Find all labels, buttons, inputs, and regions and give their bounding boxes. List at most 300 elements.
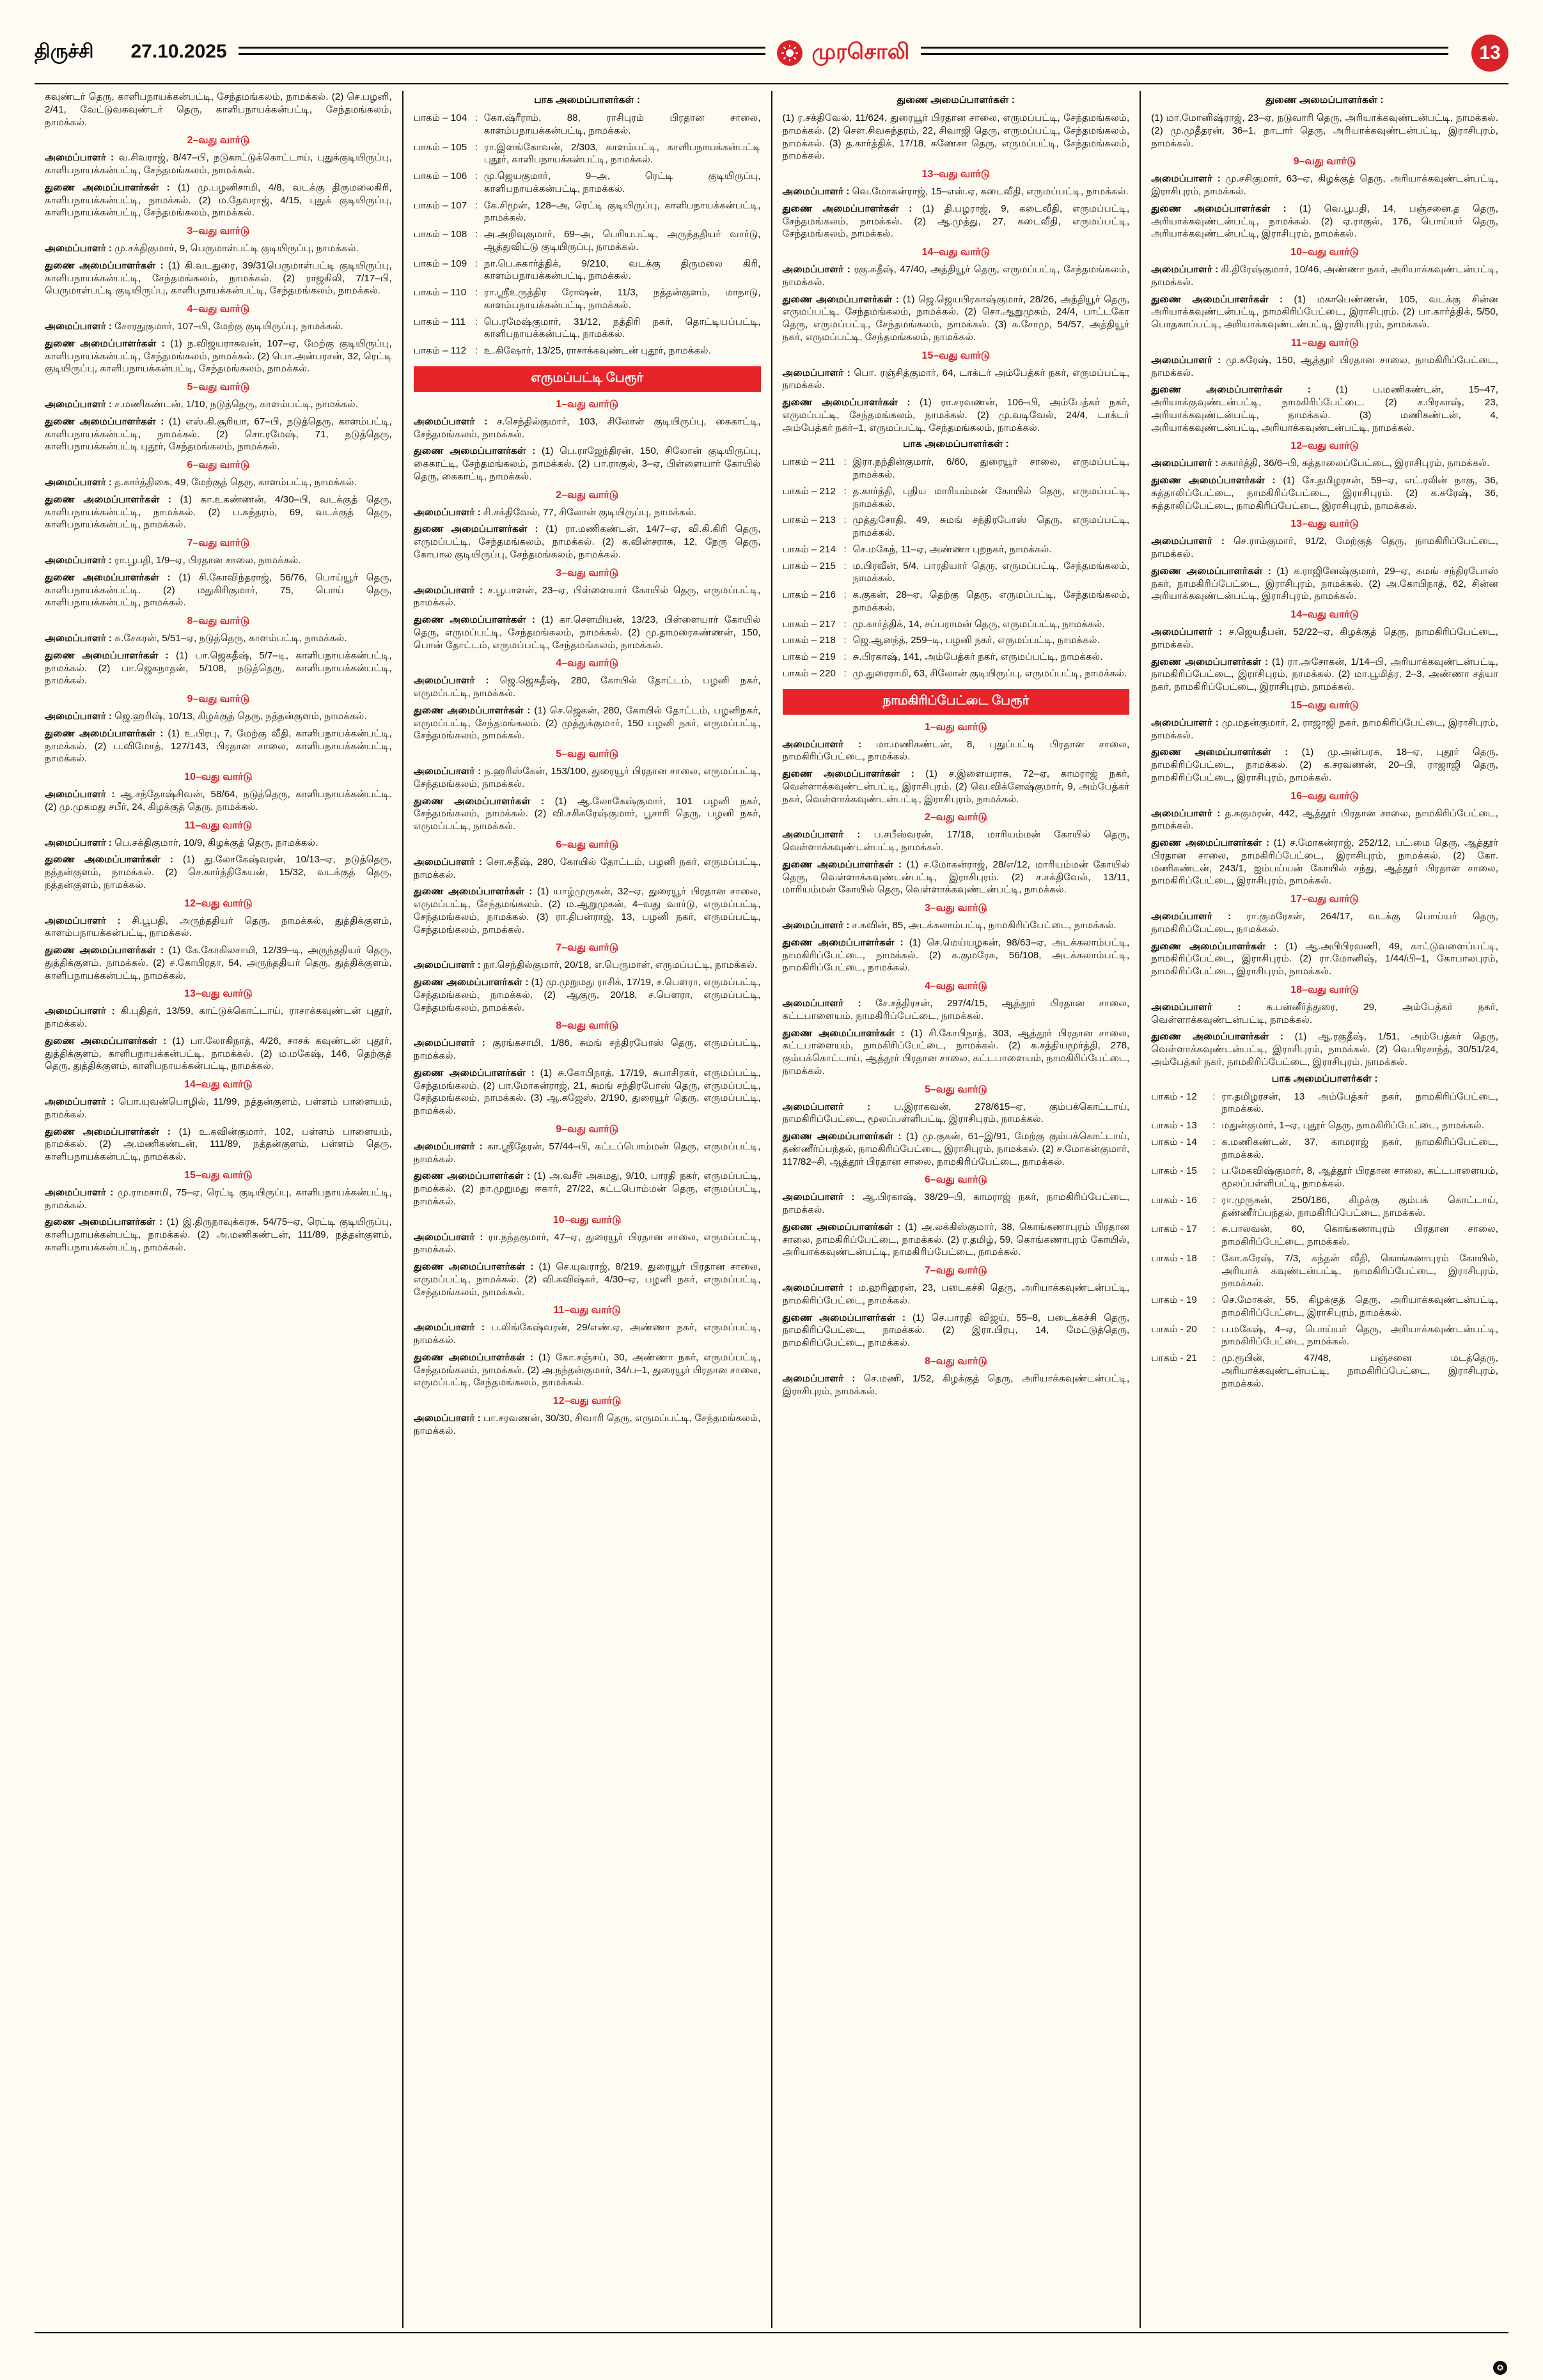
subsection-heading: பாக அமைப்பாளர்கள் :	[1271, 1073, 1378, 1084]
ward-heading: 13–வது வார்டு	[921, 169, 991, 180]
entry-label: அமைப்பாளர் :	[45, 633, 112, 644]
part-colon: :	[474, 316, 478, 327]
part-entry	[1151, 1294, 1498, 1319]
body-paragraph: அமைப்பாளர் : ப.சபீஸ்வரன், 17/18, மாரியம்மன் கோயில் தெரு, வெள்ளாக்கவுண்டன்பட்டி, நாமக்கல்.	[782, 829, 1130, 853]
part-entry	[414, 112, 761, 137]
entry-label: துணை அமைப்பாளர்கள் :	[1151, 656, 1269, 667]
body-paragraph: துணை அமைப்பாளர்கள் : (1) மு.பழனிசாமி, 4/8, வடக்கு திருமலைகிரி, காளிபநாயக்கன்பட்டி, நாமக்கல். (2) ம.தேவராஜ், 4/15, புதுக் குடியிருப்பு, காளிபநாயக்கன்பட்டி, சேந்தமங்கலம், நாமக்கல்.	[45, 182, 392, 219]
part-number: பாகம் - 19	[1151, 1295, 1197, 1305]
part-number: பாகம் – 110	[413, 287, 467, 298]
body-paragraph: அமைப்பாளர் : பொ. ரஞ்சித்குமார், 64, டாக்டர் அம்பேத்கர் நகர், எருமப்பட்டி, நாமக்கல்.	[782, 367, 1130, 391]
part-entry	[783, 543, 1130, 556]
body-paragraph: துணை அமைப்பாளர்கள் : (1) வெ.பூபதி, 14, பஞ்சனை.த தெரு, அரியாக்கவுண்டன்பட்டி, நாமக்கல். (2) ஏ.ராகுல், 176, பொய்யர் தெரு, அரியாக்கவுண்டன்பட்டி, இராசிபுரம், நாமக்கல்.	[1151, 203, 1498, 240]
body-paragraph: அமைப்பாளர் : மு.மதன்குமார், 2, ராஜாஜி நகர், நாமகிரிப்பேட்டை, இராசிபுரம், நாமக்கல்.	[1151, 717, 1498, 741]
ward-heading: 12–வது வார்டு	[552, 1396, 622, 1406]
body-paragraph: அமைப்பாளர் : மா.மணிகண்டன், 8, புதுப்பட்டி பிரதான சாலை, நாமகிரிப்பேட்டை, நாமக்கல்.	[782, 738, 1130, 763]
ward-heading: 12–வது வார்டு	[1290, 440, 1359, 452]
part-text: கோ.ஷ்ரீராம், 88, ராசிபுரம் பிரதான சாலை, காளம்பநாயக்கன்பட்டி, நாமக்கல்.	[483, 113, 761, 136]
part-number: பாகம் - 14	[1151, 1136, 1197, 1147]
entry-label: துணை அமைப்பாளர்கள் :	[45, 1035, 167, 1046]
entry-label: துணை அமைப்பாளர்கள் :	[45, 854, 173, 866]
part-number: பாகம் – 108	[413, 229, 467, 240]
part-number: பாகம் – 112	[413, 345, 467, 356]
entry-label: துணை அமைப்பாளர்கள் :	[45, 649, 169, 661]
entry-label: துணை அமைப்பாளர்கள் :	[1151, 565, 1271, 577]
body-paragraph: துணை அமைப்பாளர்கள் : (1) செ.யுவராஜ், 8/219, துரையூர் பிரதான சாலை, எருமப்பட்டி, நாமக்கல். (2) வி.கவிஷ்கர், 4/30–ஏ, பழனி நகர், எருமப்பட்டி, சேந்தமங்கலம், நாமக்கல்.	[413, 1261, 761, 1298]
part-text: ரா.இளங்கோவன், 2/303, காளம்பட்டி, காளிபநாயக்கன்பட்டி புதூர், காளிபநாயக்கன்பட்டி, நாமக்கல்.	[483, 141, 761, 166]
subsection-heading: பாக அமைப்பாளர்கள் :	[902, 439, 1009, 450]
part-number: பாகம் - 16	[1151, 1194, 1197, 1206]
body-paragraph: அமைப்பாளர் : ம.ஹரிஹரன், 23, படைகச்சி தெரு, அரியாக்கவுண்டன்பட்டி, நாமகிரிப்பேட்டை, நாமக்கல்.	[782, 1282, 1130, 1306]
entry-label: துணை அமைப்பாளர்கள் :	[45, 416, 164, 427]
entry-label: அமைப்பாளர் :	[782, 738, 862, 750]
part-colon: :	[474, 171, 478, 182]
entry-label: அமைப்பாளர் :	[45, 1096, 114, 1107]
part-text: ப.மகேஷ், 4–ஏ, பொய்யர் தெரு, அரியாக்கவுண்டன்பட்டி, நாமகிரிப்பேட்டை, நாமக்கல்.	[1221, 1323, 1498, 1348]
part-colon: :	[843, 651, 847, 662]
part-entry	[783, 589, 1130, 614]
body-paragraph: அமைப்பாளர் : ஆ.சந்தோஷ்சிவன், 58/64, நடுத்தெரு, காளிபநாயக்கன்பட்டி. (2) மு.முகமது சபீர், 24, கிழக்குத் தெரு, நாமக்கல்.	[45, 789, 392, 813]
entry-label: துணை அமைப்பாளர்கள் :	[413, 524, 538, 535]
entry-label: அமைப்பாளர் :	[782, 920, 850, 931]
part-text: மு.ஜெயகுமார், 9–அ, ரெட்டி குடியிருப்பு, காளிபநாயக்கன்பட்டி, நாமக்கல்.	[483, 171, 761, 194]
ward-heading: 4–வது வார்டு	[556, 658, 618, 669]
part-number: பாகம் - 21	[1151, 1353, 1197, 1364]
part-number: பாகம் - 20	[1151, 1323, 1197, 1335]
part-colon: :	[474, 199, 478, 211]
body-paragraph: அமைப்பாளர் : வ.சிவராஜ், 8/47–பி, நடுகாட்டுக்கொட்டாய், புதுக்குடியிருப்பு, காளிபநாயக்கன்பட்டி, சேந்தமங்கலம், நாமக்கல்.	[45, 152, 392, 176]
body-paragraph: அமைப்பாளர் : கி.திரேஷ்குமார், 10/46, அண்ணா நகர், அரியாக்கவுண்டன்பட்டி, நாமக்கல்.	[1151, 264, 1498, 288]
part-text: கே.சிமூன், 128–அ, ரெட்டி குடியிருப்பு, காளிபநாயக்கன்பட்டி, நாமக்கல்.	[483, 199, 761, 224]
body-paragraph: துணை அமைப்பாளர்கள் : (1) சே.தமிழரசன், 59–ஏ, எட்.ரலின் நாகு, 36, சுத்தாலிப்பேட்டை, நாமகிரிப்பேட்டை, இராசிபுரம். (2) க.சுரேஷ், 36, சுத்தாலிப்பேட்டை, நாமகிரிப்பேட்டை, இராசிபுரம், நாமக்கல்.	[1151, 475, 1498, 511]
section-banner: நாமகிரிப்பேட்டை பேரூர்	[783, 689, 1130, 715]
body-paragraph: துணை அமைப்பாளர்கள் : (1) பெ.ராஜேந்திரன், 150, சிலோன் குடியிருப்பு, கைகாட்டி, சேந்தமங்கலம், நாமக்கல். (2) பா.ராகுல், 3–ஏ, பிள்ளையார் கோயில் தெரு, கைகாட்டி, நாமக்கல்.	[413, 446, 761, 482]
ward-heading: 1–வது வார்டு	[556, 398, 618, 410]
entry-label: அமைப்பாளர் :	[45, 789, 115, 800]
part-number: பாகம் – 107	[413, 199, 467, 211]
part-colon: :	[843, 589, 847, 600]
body-paragraph: துணை அமைப்பாளர்கள் : (1) உ.கவின்குமார், 102, பள்ளம் பாளையம், நாமக்கல். (2) அ.மணிகண்டன், 111/89, நத்தன்குளம், பள்ளம் தெரு, காளிபநாயக்கன்பட்டி, நாமக்கல்.	[45, 1126, 392, 1162]
body-paragraph: அமைப்பாளர் : கா.ஸ்ரீதேரன், 57/44–பி, கட்டப்பொம்மன் தெரு, எருமப்பட்டி, நாமக்கல்.	[413, 1140, 761, 1165]
entry-label: துணை அமைப்பாளர்கள் :	[45, 182, 170, 193]
page-number-badge: 13	[1471, 35, 1508, 72]
part-colon: :	[1212, 1295, 1216, 1305]
body-paragraph: துணை அமைப்பாளர்கள் : (1) ரா.அசோகன், 1/14–பி, அரியாக்கவுண்டன்பட்டி, நாமகிரிப்பேட்டை, இராசிபுரம், நாமக்கல். (2) மா.பூமித்ர, 2–3, அண்ணா சத்யா நகர், நாமகிரிப்பேட்டை, இராசிபுரம், நாமக்கல்.	[1151, 656, 1498, 692]
section-banner: எருமப்பட்டி பேரூர்	[414, 366, 761, 392]
body-paragraph: துணை அமைப்பாளர்கள் : (1) செ.பாரதி விஜய், 55–8, படைக்கச்சி தெரு, நாமகிரிப்பேட்டை, நாமக்கல். (2) இரா.பிரபு, 14, மேட்டுத்தெரு, நாமகிரிப்பேட்டை, நாமக்கல்.	[782, 1312, 1130, 1348]
body-paragraph: அமைப்பாளர் : சு.பன்னீர்த்துரை, 29, அம்பேத்கர் நகர், வெள்ளாக்கவுண்டன்பட்டி, நாமக்கல்.	[1151, 1001, 1498, 1025]
entry-label: அமைப்பாளர் :	[782, 829, 861, 841]
ward-heading: 18–வது வார்டு	[1290, 984, 1359, 995]
part-number: பாகம் – 212	[782, 485, 836, 497]
ward-heading: 7–வது வார்டு	[925, 1265, 987, 1276]
entry-label: துணை அமைப்பாளர்கள் :	[1151, 1031, 1283, 1043]
part-number: பாகம் – 219	[782, 651, 836, 662]
part-colon: :	[843, 456, 847, 468]
part-text: க.குகன், 28–ஏ, தெற்கு தெரு, எருமப்பட்டி, சேந்தமங்கலம், நாமக்கல்.	[852, 589, 1130, 613]
part-number: பாகம் – 104	[413, 113, 467, 123]
part-entry	[1151, 1194, 1498, 1220]
body-paragraph: (1) மா.மோனிஷ்ராஜ், 23–ஏ, நடுவாரி தெரு, அரியாக்கவுண்டன்பட்டி, நாமக்கல். (2) மு.முதீதரன், 36–1, நாடார் தெரு, அரியாக்கவுண்டன்பட்டி, இராசிபுரம், நாமக்கல்.	[1151, 113, 1498, 149]
body-paragraph: துணை அமைப்பாளர்கள் : (1) ச.இளையராசு, 72–ஏ, காமராஜ் நகர், வெள்ளாக்கவுண்டன்பட்டி, இராசிபுரம். (2) வெ.விக்னேஷ்குமார், 9, அம்பேத்கர் நகர், வெள்ளாக்கவுண்டன்பட்டி, இராசிபுரம், நாமக்கல்.	[782, 768, 1130, 805]
entry-label: அமைப்பாளர் :	[413, 1322, 485, 1334]
column-4	[1140, 91, 1508, 2328]
ward-heading: 1–வது வார்டு	[925, 721, 987, 733]
body-paragraph: அமைப்பாளர் : நா.செந்தில்குமார், 20/18, எ.பெருமாள், எருமப்பட்டி, நாமக்கல்.	[413, 960, 758, 971]
entry-label: அமைப்பாளர் :	[413, 1413, 481, 1424]
body-paragraph: அமைப்பாளர் : மு.ராமசாமி, 75–ஏ, ரெட்டி குடியிருப்பு, காளிபநாயக்கன்பட்டி, நாமக்கல்.	[45, 1186, 392, 1211]
ward-heading: 17–வது வார்டு	[1290, 894, 1359, 905]
body-paragraph: அமைப்பாளர் : மு.சக்திகுமார், 9, பெருமாள்பட்டி குடியிருப்பு, நாமக்கல்.	[45, 243, 359, 254]
part-entry	[414, 345, 761, 357]
masthead-title-block	[777, 40, 909, 67]
ward-heading: 9–வது வார்டு	[187, 694, 250, 704]
entry-label: துணை அமைப்பாளர்கள் :	[45, 1126, 171, 1137]
ward-heading: 4–வது வார்டு	[187, 304, 250, 315]
entry-label: துணை அமைப்பாளர்கள் :	[45, 572, 171, 583]
ward-heading: 5–வது வார்டு	[187, 382, 250, 393]
body-paragraph: துணை அமைப்பாளர்கள் : (1) யாழ்முருகன், 32–ஏ, துரையூர் பிரதான சாலை, எருமப்பட்டி, சேந்தமங்கலம். (2) ம.ஆறுமுகன், 4–வது வார்டு, எருமப்பட்டி, சேந்தமங்கலம், நாமக்கல். (3) ரா.திபன்ராஜ், 13, பழனி நகர், எருமப்பட்டி, சேந்தமங்கலம், நாமக்கல்.	[413, 886, 761, 935]
footer-mark-icon: ✪	[1493, 2361, 1507, 2375]
entry-label: துணை அமைப்பாளர்கள் :	[413, 1067, 535, 1078]
ward-heading: 6–வது வார்டு	[187, 460, 250, 471]
ward-heading: 2–வது வார்டு	[187, 135, 250, 146]
entry-label: அமைப்பாளர் :	[1151, 626, 1223, 637]
part-entry	[783, 560, 1130, 586]
part-colon: :	[474, 258, 478, 269]
part-entry	[1151, 1352, 1498, 1390]
entry-label: அமைப்பாளர் :	[45, 1186, 114, 1198]
column-2	[402, 91, 771, 2328]
part-number: பாகம் – 218	[782, 635, 836, 646]
part-colon: :	[843, 667, 847, 679]
ward-heading: 13–வது வார்டு	[184, 988, 253, 1000]
entry-label: அமைப்பாளர் :	[782, 1282, 853, 1293]
entry-label: அமைப்பாளர் :	[1151, 173, 1221, 185]
ward-heading: 2–வது வார்டு	[925, 812, 987, 823]
body-paragraph: துணை அமைப்பாளர்கள் : (1) தி.பழராஜ், 9, கடைவீதி, எருமப்பட்டி, சேந்தமங்கலம், நாமக்கல். (2) ஆ.முத்து, 27, கடைவீதி, எருமப்பட்டி, சேந்தமங்கலம், நாமக்கல்.	[782, 203, 1130, 240]
entry-label: அமைப்பாளர் :	[45, 399, 112, 410]
entry-label: அமைப்பாளர் :	[413, 675, 489, 687]
entry-label: துணை அமைப்பாளர்கள் :	[413, 1261, 534, 1272]
body-paragraph: அமைப்பாளர் : ரகு.சுதீஷ், 47/40, அத்தியூர் தெரு, எருமப்பட்டி, சேந்தமங்கலம், நாமக்கல்.	[782, 264, 1130, 288]
entry-label: அமைப்பாளர் :	[1151, 264, 1219, 275]
ward-heading: 11–வது வார்டு	[184, 820, 253, 831]
body-paragraph: அமைப்பாளர் : செ.மணி, 1/52, கிழக்குத் தெரு, அரியாக்கவுண்டன்பட்டி, இராசிபுரம், நாமக்கல்.	[782, 1373, 1130, 1397]
ward-heading: 12–வது வார்டு	[184, 898, 253, 909]
ward-heading: 7–வது வார்டு	[187, 538, 250, 548]
part-colon: :	[1212, 1252, 1216, 1264]
entry-label: அமைப்பாளர் :	[45, 555, 112, 566]
body-paragraph: அமைப்பாளர் : ரா.பூபதி, 1/9–ஏ, பிரதான சாலை, நாமக்கல்.	[45, 555, 301, 566]
part-entry	[1151, 1323, 1498, 1349]
part-colon: :	[474, 345, 478, 356]
part-entry	[414, 258, 761, 283]
part-entry	[783, 651, 1130, 664]
body-paragraph: அமைப்பாளர் : ரா.குமரேசன், 264/17, வடக்கு பொய்யர் தெரு, நாமகிரிப்பேட்டை, நாமக்கல்.	[1151, 911, 1498, 935]
body-paragraph: அமைப்பாளர் : செ.ராம்குமார், 91/2, மேற்குத் தெரு, நாமகிரிப்பேட்டை, நாமக்கல்.	[1151, 536, 1498, 559]
entry-label: அமைப்பாளர் :	[782, 186, 850, 197]
body-paragraph: அமைப்பாளர் : சு.சேகரன், 5/51–ஏ, நடுத்தெரு, காளம்பட்டி, நாமக்கல்.	[45, 633, 347, 644]
body-paragraph: அமைப்பாளர் : கி.புதிதர், 13/59, காட்டுக்கொட்டாய், ராசாக்கவுண்டன் புதூர், நாமக்கல்.	[45, 1006, 392, 1029]
ward-heading: 5–வது வார்டு	[925, 1084, 987, 1095]
part-entry	[414, 316, 761, 341]
body-paragraph: துணை அமைப்பாளர்கள் : (1) து.லோகேஷ்வரன், 10/13–ஏ, நடுத்தெரு, நத்தன்குளம், நாமக்கல். (2) செ.கார்த்திகேயன், 15/32, வடக்குத் தெரு, நத்தன்குளம், நாமக்கல்.	[45, 854, 392, 891]
ward-heading: 15–வது வார்டு	[1290, 699, 1359, 711]
part-text: மு.துரைராமி, 63, சிலோன் குடியிருப்பு, எருமப்பட்டி, நாமக்கல்.	[852, 667, 1127, 679]
ward-heading: 5–வது வார்டு	[556, 749, 618, 759]
masthead-rule-left	[239, 47, 766, 55]
part-text: சு.பாலவன், 60, கொங்கணாபுரம் பிரதான சாலை, நாமகிரிப்பேட்டை, நாமக்கல்.	[1221, 1224, 1498, 1247]
ward-heading: 8–வது வார்டு	[556, 1020, 618, 1032]
entry-label: அமைப்பாளர் :	[782, 1101, 871, 1112]
body-paragraph: துணை அமைப்பாளர்கள் : (1) ஆ.அபிபிரவணி, 49, காட்டுவளைப்பட்டி, நாமகிரிப்பேட்டை, இராசிபுரம். (2) ரா.மோனிஷ், 1/44/பி–1, கோபாலபுரம், நாமகிரிப்பேட்டை, இராசிபுரம், நாமக்கல்.	[1151, 940, 1498, 977]
ward-heading: 7–வது வார்டு	[556, 942, 618, 954]
entry-label: அமைப்பாளர் :	[1151, 1001, 1241, 1013]
entry-label: துணை அமைப்பாளர்கள் :	[413, 704, 531, 716]
body-paragraph: துணை அமைப்பாளர்கள் : (1) சி.கோவிந்தராஜ், 56/76, பொய்யூர் தெரு, காளிபநாயக்கன்பட்டி. (2) மதுகிரிகுமார், 75, பொய் தெரு, காளிபநாயக்கன்பட்டி, நாமக்கல்.	[45, 572, 392, 609]
part-text: ரா.முருகன், 250/186, கிழக்கு கும்பக் கொட்டாய், தண்ணீர்ப்பந்தல், நாமகிரிப்பேட்டை, நாமக்கல்.	[1221, 1194, 1498, 1218]
entry-label: அமைப்பாளர் :	[413, 1231, 483, 1243]
part-text: ரா.ஸ்ரீஉருத்திர ரோஷன், 11/3, நத்தன்குளம், மாநாடு, காளம்பநாயக்கன்பட்டி, நாமக்கல்.	[483, 287, 761, 311]
part-entry	[783, 634, 1130, 647]
ward-heading: 6–வது வார்டு	[556, 839, 618, 850]
body-paragraph: துணை அமைப்பாளர்கள் : (1) இ.திருநாவுக்கரசு, 54/75–ஏ, ரெட்டி குடியிருப்பு, காளிபநாயக்கன்பட்டி, நாமக்கல். (2) அ.மணிகண்டன், 111/89, நத்தன்குளம், காளிபநாயக்கன்பட்டி, நாமக்கல்.	[45, 1217, 392, 1253]
entry-label: அமைப்பாளர் :	[413, 506, 481, 518]
ward-heading: 14–வது வார்டு	[1290, 609, 1359, 620]
entry-label: துணை அமைப்பாளர்கள் :	[1151, 837, 1269, 848]
entry-label: அமைப்பாளர் :	[1151, 807, 1221, 819]
entry-label: அமைப்பாளர் :	[413, 1140, 483, 1152]
masthead-left	[35, 41, 227, 65]
body-paragraph: அமைப்பாளர் : ச.கவின், 85, அடக்கலாம்பட்டி, நாமகிரிப்பேட்டை, நாமக்கல்.	[782, 920, 1116, 931]
part-number: பாகம் - 17	[1151, 1224, 1197, 1235]
body-paragraph: அமைப்பாளர் : ந.ஹரிஸ்கேன், 153/100, துரையூர் பிரதான சாலை, எருமப்பட்டி, சேந்தமங்கலம், நாமக்கல்.	[413, 766, 761, 789]
entry-label: அமைப்பாளர் :	[413, 766, 482, 777]
entry-label: துணை அமைப்பாளர்கள் :	[413, 795, 545, 807]
body-paragraph: அமைப்பாளர் : சோரதுகுமார், 107–பி, மேற்கு குடியிருப்பு, நாமக்கல்.	[45, 321, 343, 332]
body-paragraph: துணை அமைப்பாளர்கள் : (1) கோ.சஞ்சய், 30, அண்ணா நகர், எருமப்பட்டி, சேந்தமங்கலம், நாமக்கல். (2) அ.நந்தன்குமார், 34/ப–1, துரையூர் பிரதான சாலை, எருமப்பட்டி, சேந்தமங்கலம், நாமக்கல்.	[413, 1351, 761, 1388]
entry-label: துணை அமைப்பாளர்கள் :	[1151, 940, 1278, 952]
body-paragraph: துணை அமைப்பாளர்கள் : (1) கா.உகண்ணன், 4/30–பி, வடக்குத் தெரு, காளிபநாயக்கன்பட்டி, நாமக்கல். (2) ப.சுந்தரம், 69, வடக்குத் தெரு, காளிபநாயக்கன்பட்டி, நாமக்கல்.	[45, 494, 392, 531]
entry-label: துணை அமைப்பாளர்கள் :	[413, 1351, 533, 1363]
part-colon: :	[843, 635, 847, 646]
part-colon: :	[843, 560, 847, 572]
part-text: கோ.சுரேஷ், 7/3, கந்தன் வீதி, கொங்கனாபுரம் கோயில், அரியாக் கவுண்டன்பட்டி, நாமகிரிப்பேட்டை, இராசிபுரம், நாமக்கல்.	[1221, 1252, 1498, 1289]
paper-title: முரசொலி	[811, 39, 910, 64]
part-entry	[414, 286, 761, 312]
part-entry	[1151, 1252, 1498, 1290]
entry-label: அமைப்பாளர் :	[413, 1038, 485, 1049]
part-entry	[783, 514, 1130, 540]
masthead-rule-right	[921, 47, 1448, 55]
part-text: த.கார்த்தி, புதிய மாரியம்மன் கோயில் தெரு, எருமப்பட்டி, நாமக்கல்.	[852, 485, 1130, 509]
body-paragraph: அமைப்பாளர் : சொ.சுதீஷ், 280, கோயில் தோட்டம், பழனி நகர், எருமப்பட்டி, நாமக்கல்.	[413, 856, 761, 880]
entry-label: அமைப்பாளர் :	[45, 152, 114, 164]
entry-label: அமைப்பாளர் :	[413, 584, 483, 596]
part-colon: :	[1212, 1353, 1216, 1364]
body-paragraph: துணை அமைப்பாளர்கள் : (1) ஆ.ரகுதீஷ், 1/51, அம்பேத்கர் தெரு, வெள்ளாக்கவுண்டன்பட்டி, இராசிபுரம், நாமக்கல். (2) வெ.பிரசாந்த், 30/51/24, அம்பேத்கர் நகர், நாமகிரிப்பேட்டை, இராசிபுரம், நாமக்கல்.	[1151, 1031, 1499, 1068]
part-text: ரா.தமிழரசன், 13 அம்பேத்கர் நகர், நாமகிரிப்பேட்டை, நாமக்கல்.	[1221, 1091, 1498, 1115]
part-entry	[414, 199, 761, 225]
part-entry	[414, 141, 761, 167]
body-paragraph: அமைப்பாளர் : ச.செந்தில்குமார், 103, சிலோன் குடியிருப்பு, கைகாட்டி, சேந்தமங்கலம், நாமக்கல்.	[413, 416, 761, 440]
ward-heading: 2–வது வார்டு	[556, 489, 618, 501]
ward-heading: 3–வது வார்டு	[556, 567, 618, 579]
body-paragraph: துணை அமைப்பாளர்கள் : (1) செ.ஜெகன், 280, கோயில் தோட்டம், பழனிநகர், எருமப்பட்டி, சேந்தமங்கலம். (2) முத்துக்குமார், 150 பழனி நகர், எருமப்பட்டி, சேந்தமங்கலம், நாமக்கல்.	[413, 704, 761, 742]
part-colon: :	[843, 515, 847, 526]
part-number: பாகம் – 215	[782, 560, 836, 572]
entry-label: அமைப்பாளர் :	[782, 367, 850, 378]
part-number: பாகம் – 106	[413, 171, 467, 182]
part-colon: :	[1212, 1323, 1216, 1335]
entry-label: துணை அமைப்பாளர்கள் :	[45, 494, 171, 505]
part-colon: :	[474, 113, 478, 123]
part-text: மு.கார்த்திக், 14, சப்பராமன் தெரு, எருமப்பட்டி, நாமக்கல்.	[852, 618, 1105, 630]
entry-label: துணை அமைப்பாளர்கள் :	[782, 1312, 906, 1323]
part-text: இரா.நந்தின்குமார், 6/60, துரையூர் சாலை, எருமப்பட்டி, நாமக்கல்.	[852, 456, 1130, 480]
body-paragraph: அமைப்பாளர் : குரங்கசாமி, 1/86, சுமங் சந்திரபோஸ் தெரு, எருமப்பட்டி, நாமக்கல்.	[413, 1038, 761, 1061]
part-colon: :	[1212, 1224, 1216, 1235]
entry-label: துணை அமைப்பாளர்கள் :	[782, 293, 900, 305]
body-paragraph: அமைப்பாளர் : மு.சுரேஷ், 150, ஆத்தூர் பிரதான சாலை, நாமகிரிப்பேட்டை, நாமக்கல்.	[1151, 354, 1498, 378]
part-colon: :	[843, 618, 847, 630]
publication-date: 27.10.2025	[130, 41, 227, 62]
part-number: பாகம் – 211	[782, 456, 835, 468]
entry-label: அமைப்பாளர் :	[782, 1373, 856, 1384]
subsection-heading: பாக அமைப்பாளர்கள் :	[534, 95, 641, 105]
entry-label: துணை அமைப்பாளர்கள் :	[413, 446, 536, 457]
part-colon: :	[1212, 1120, 1216, 1131]
ward-heading: 6–வது வார்டு	[925, 1174, 987, 1186]
part-number: பாகம் – 216	[782, 589, 836, 600]
ward-heading: 8–வது வார்டு	[925, 1355, 987, 1367]
entry-label: அமைப்பாளர் :	[45, 243, 112, 254]
part-entry	[414, 170, 761, 196]
ward-heading: 10–வது வார்டு	[1290, 247, 1359, 258]
ward-heading: 14–வது வார்டு	[921, 247, 991, 258]
subsection-heading: துணை அமைப்பாளர்கள் :	[897, 95, 1015, 105]
body-paragraph: துணை அமைப்பாளர்கள் : (1) பா.ஜெகதீஷ், 5/7–டி, காளிபநாயக்கன்பட்டி, நாமக்கல். (2) பா.ஜெகநாதன், 5/108, நடுத்தெரு, காளிபநாயக்கன்பட்டி, நாமக்கல்.	[45, 649, 392, 687]
entry-label: துணை அமைப்பாளர்கள் :	[1151, 475, 1276, 486]
part-number: பாகம் - 18	[1151, 1252, 1197, 1264]
body-paragraph: அமைப்பாளர் : ப.லிங்கேஷ்வரன், 29/எண்.ஏ, அண்ணா நகர், எருமப்பட்டி, நாமக்கல்.	[413, 1322, 761, 1346]
body-paragraph: துணை அமைப்பாளர்கள் : (1) அ.வசீர் அகமது, 9/10, பாரதி நகர், எருமப்பட்டி, நாமக்கல். (2) நா.முறுமது ஈகார், 27/22, கட்டபொம்மன் தெரு, எருமப்பட்டி, நாமக்கல்.	[413, 1171, 761, 1207]
part-number: பாகம் - 13	[1151, 1120, 1197, 1131]
entry-label: துணை அமைப்பாளர்கள் :	[413, 886, 533, 898]
entry-label: துணை அமைப்பாளர்கள் :	[45, 945, 164, 956]
body-paragraph: துணை அமைப்பாளர்கள் : (1) ஆ.லோகேஷ்குமார், 101 பழனி நகர், சேந்தமங்கலம், நாமக்கல். (2) வி.சசிசுரேஷ்குமார், பூசாரி தெரு, பழனி நகர், எருமப்பட்டி, நாமக்கல்.	[413, 795, 761, 832]
ward-heading: 15–வது வார்டு	[921, 350, 991, 361]
body-paragraph: துணை அமைப்பாளர்கள் : (1) மு.முறுமது ராசிக், 17/19, ச.பௌரா, எருமப்பட்டி, சேந்தமங்கலம், நாமக்கல். (2) ஆகுரு, 20/18, ச.பௌரா, எருமப்பட்டி, சேந்தமங்கலம், நாமக்கல்.	[413, 977, 761, 1013]
entry-label: துணை அமைப்பாளர்கள் :	[45, 338, 165, 349]
ward-heading: 4–வது வார்டு	[925, 981, 987, 992]
body-paragraph: அமைப்பாளர் : ரா.நந்தகுமார், 47–ஏ, துரையூர் பிரதான சாலை, எருமப்பட்டி, நாமக்கல்.	[413, 1231, 761, 1256]
part-colon: :	[1212, 1165, 1216, 1177]
entry-label: துணை அமைப்பாளர்கள் :	[413, 614, 535, 625]
part-entry	[783, 667, 1130, 680]
entry-label: துணை அமைப்பாளர்கள் :	[782, 203, 912, 214]
body-paragraph: அமைப்பாளர் : ப.இராகவன், 278/615–ஏ, கும்பக்கொட்டாய், நாமகிரிப்பேட்டை, மூலப்பள்ளிபட்டி, இராசிபுரம், நாமக்கல்.	[782, 1101, 1130, 1125]
body-paragraph: அமைப்பாளர் : பா.சரவணன், 30/30, சிவாரி தெரு, எருமப்பட்டி, சேந்தமங்கலம், நாமக்கல்.	[413, 1413, 761, 1436]
entry-label: துணை அமைப்பாளர்கள் :	[782, 768, 914, 779]
part-colon: :	[1212, 1194, 1216, 1206]
part-colon: :	[474, 141, 478, 153]
body-paragraph: துணை அமைப்பாளர்கள் : (1) கே.கோகிலசாமி, 12/39–டி, அருந்ததியர் தெரு, துத்திக்குளம், நாமக்கல். (2) ச.கோபிரதா, 54, அருந்ததியர் தெரு, துத்திக்குளம், காளிபநாயக்கன்பட்டி, நாமக்கல்.	[45, 945, 392, 981]
ward-heading: 13–வது வார்டு	[1290, 518, 1359, 530]
sun-logo-icon	[777, 40, 803, 66]
part-colon: :	[1212, 1091, 1216, 1102]
part-text: க.மணிகண்டன், 37, காமராஜ் நகர், நாமகிரிப்பேட்டை, நாமக்கல்.	[1221, 1136, 1498, 1160]
entry-label: அமைப்பாளர் :	[782, 1192, 855, 1203]
entry-label: அமைப்பாளர் :	[45, 477, 112, 488]
part-text: உ.கிஷோர், 13/25, ராசாக்கவுண்டன் புதூர், நாமக்கல்.	[483, 345, 712, 356]
body-paragraph: துணை அமைப்பாளர்கள் : (1) செ.மெய்யழகன், 98/63–ஏ, அடக்கலாம்பட்டி, நாமகிரிப்பேட்டை, நாமக்கல். (2) க.குமரேசு, 56/108, அடக்கலாம்பட்டி, நாமகிரிப்பேட்டை, நாமக்கல்.	[782, 937, 1130, 974]
body-paragraph: அமைப்பாளர் : ஜெ.ஜெகதீஷ், 280, கோயில் தோட்டம், பழனி நகர், எருமப்பட்டி, நாமக்கல்.	[413, 675, 761, 699]
body-paragraph: அமைப்பாளர் : ச.பூபாளன், 23–ஏ, பிள்ளையார் கோயில் தெரு, எருமப்பட்டி, நாமக்கல்.	[413, 584, 761, 609]
part-text: செ.மகேந், 11–ஏ, அண்ணா புறநகர், நாமக்கல்.	[852, 543, 1052, 555]
ward-heading: 11–வது வார்டு	[1290, 337, 1359, 348]
body-paragraph: துணை அமைப்பாளர்கள் : (1) சி.கோபிநாத், 303, ஆத்தூர் பிரதான சாலை, கட்டபாளையம், நாமகிரிப்பேட்டை, நாமக்கல். (2) க.சத்தியமூர்த்தி, 278, கும்பக்கொட்டாய், ஆத்தூர் பிரதான சாலை, கட்டபாளையம், நாமகிரிப்பேட்டை, நாமக்கல்.	[782, 1027, 1130, 1077]
body-paragraph: அமைப்பாளர் : ச.ஜெயதீபன், 52/22–ஏ, கிழக்குத் தெரு, நாமகிரிப்பேட்டை, நாமக்கல்.	[1151, 626, 1498, 650]
entry-label: அமைப்பாளர் :	[45, 711, 112, 722]
ward-heading: 9–வது வார்டு	[1293, 156, 1356, 167]
edition-name: திருச்சி	[35, 41, 94, 62]
ward-heading: 11–வது வார்டு	[553, 1305, 621, 1316]
body-paragraph: துணை அமைப்பாளர்கள் : (1) ச.மோகன்ராஜ், 28/எ/12, மாரியம்மன் கோயில் தெரு, வெள்ளாக்கவுண்டன்பட்டி, இராசிபுரம். (2) ச.சக்திவேல், 13/11, மாரியம்மன் கோயில் தெரு, வெள்ளாக்கவுண்டன்பட்டி, நாமக்கல்.	[782, 859, 1130, 896]
ward-heading: 16–வது வார்டு	[1290, 790, 1359, 802]
entry-label: துணை அமைப்பாளர்கள் :	[45, 1217, 163, 1228]
part-number: பாகம் – 111	[413, 316, 466, 327]
part-colon: :	[1212, 1136, 1216, 1147]
part-text: மு.ரூபின், 47/48, பஞ்சனை மடத்தெரு, அரியாக்கவுண்டன்பட்டி, நாமகிரிப்பேட்டை, இராசிபுரம், நாமக்கல்.	[1221, 1353, 1498, 1389]
entry-label: துணை அமைப்பாளர்கள் :	[45, 727, 164, 739]
ward-heading: 9–வது வார்டு	[556, 1123, 618, 1135]
body-paragraph: துணை அமைப்பாளர்கள் : (1) அ.லக்கிஸ்குமார், 38, கொங்கணாபுரம் பிரதான சாலை, நாமகிரிப்பேட்டை, நாமக்கல். (2) ர.தமிழ், 59, கொங்கணாபுரம் கோயில், அரியாக்கவுண்டன்பட்டி, நாமகிரிப்பேட்டை, நாமக்கல்.	[782, 1221, 1130, 1258]
body-paragraph: அமைப்பாளர் : வெ.மோகன்ராஜ், 15–எஸ்.ஏ, கடைவீதி, எருமப்பட்டி, நாமக்கல்.	[782, 186, 1129, 197]
body-paragraph: அமைப்பாளர் : த.கார்த்திகை, 49, மேற்குத் தெரு, காளம்பட்டி, நாமக்கல்.	[45, 477, 357, 488]
ward-heading: 3–வது வார்டு	[187, 226, 250, 237]
entry-label: துணை அமைப்பாளர்கள் :	[782, 937, 904, 948]
columns-container	[35, 83, 1508, 2333]
entry-label: துணை அமைப்பாளர்கள் :	[782, 1027, 905, 1039]
entry-label: துணை அமைப்பாளர்கள் :	[1151, 747, 1288, 758]
part-number: பாகம் – 220	[782, 667, 836, 679]
body-paragraph: துணை அமைப்பாளர்கள் : (1) மகாபெண்ணன், 105, வடக்கு சின்ன அரியாக்கவுண்டன்பட்டி, நாமகிரிப்பேட்டை, இராசிபுரம். (2) பா.கார்த்திக், 5/50, பொதகாப்பட்டி, அரியாக்கவுண்டன்பட்டி, இராசிபுரம், நாமக்கல்.	[1151, 293, 1499, 330]
part-text: செ.மோகன், 55, கிழக்குத் தெரு, அரியாக்கவுண்டன்பட்டி, நாமகிரிப்பேட்டை, இராசிபுரம், நாமக்கல்.	[1221, 1295, 1498, 1318]
body-paragraph: அமைப்பாளர் : சே.சத்திரசன், 297/4/15, ஆத்தூர் பிரதான சாலை, கட்டபாளையம், நாமகிரிப்பேட்டை, நாமக்கல்.	[782, 998, 1130, 1022]
part-text: அ.அறிவுகுமார், 69–அ, பெரியபட்டி, அருந்ததியர் வார்டு, ஆத்துவிட்டு குடியிருப்பு, நாமக்கல்.	[483, 229, 761, 253]
part-number: பாகம் – 213	[782, 515, 836, 526]
body-paragraph: துணை அமைப்பாளர்கள் : (1) ப.மணிகண்டன், 15–47, அரியாக்குவுண்டன்பட்டி, நாமகிரிப்பேட்டை. (2) ச.பிரகாஷ், 23, அரியாக்கவுண்டன்பட்டி, நாமக்கல். (3) மணிகண்டன், 4, அரியாக்கவுண்டன்பட்டி, அரியாக்கவுண்டன்பட்டி, நாமக்கல்.	[1151, 384, 1498, 433]
body-paragraph: துணை அமைப்பாளர்கள் : (1) கி.வடதுரை, 39/31பெருமாள்பட்டி குடியிருப்பு, காளிபநாயக்கன்பட்டி, சேந்தமங்கலம், நாமக்கல். (2) ராஜகிலி, 7/17–பி, பெருமாள்பட்டி குடியிருப்பு, காளிபநாயக்கன்பட்டி, சேந்தமங்கலம், நாமக்கல்.	[45, 260, 392, 297]
entry-label: அமைப்பாளர் :	[45, 915, 121, 926]
entry-label: துணை அமைப்பாளர்கள் :	[1151, 384, 1311, 396]
body-paragraph: துணை அமைப்பாளர்கள் : (1) மு.குகன், 61–இ/91, மேற்கு கும்பக்கொட்டாய், தண்ணீர்ப்பந்தல், நாமகிரிப்பேட்டை, இராசிபுரம், நாமக்கல். (2) ச.மோகன்குமார், 117/82–சி, ஆத்தூர் பிரதான சாலை, நாமகிரிப்பேட்டை, நாமக்கல்.	[782, 1131, 1130, 1167]
part-entry	[783, 485, 1130, 511]
ward-heading: 8–வது வார்டு	[187, 616, 250, 626]
entry-label: அமைப்பாளர் :	[45, 321, 112, 332]
part-text: ம.பிரவீன், 5/4, பாரதியார் தெரு, எருமப்பட்டி, சேந்தமங்கலம், நாமக்கல்.	[852, 560, 1130, 584]
part-colon: :	[474, 229, 478, 240]
part-entry	[1151, 1136, 1498, 1162]
body-paragraph: அமைப்பாளர் : சுகார்த்தி, 36/6–பி, சுத்தாலைப்பேட்டை, இராசிபுரம், நாமக்கல்.	[1151, 458, 1490, 469]
body-paragraph: துணை அமைப்பாளர்கள் : (1) ந.விஜயராகவன், 107–ஏ, மேற்கு குடியிருப்பு, காளிபநாயக்கன்பட்டி, சேந்தமங்கலம், நாமக்கல். (2) பொ.அன்பரசன், 32, ரெட்டி குடியிருப்பு, காளிபநாயக்கன்பட்டி, சேந்தமங்கலம், நாமக்கல்.	[45, 338, 392, 375]
body-paragraph: துணை அமைப்பாளர்கள் : (1) கா.சௌமியன், 13/23, பிள்ளையார் கோயில் தெரு, எருமப்பட்டி, சேந்தமங்கலம், நாமக்கல். (2) மு.தாமரைகண்ணன், 150, பொன் தோட்டம், எருமப்பட்டி, சேந்தமங்கலம், நாமக்கல்.	[413, 614, 761, 651]
part-colon: :	[843, 485, 847, 497]
part-entry	[1151, 1165, 1498, 1190]
entry-label: அமைப்பாளர் :	[45, 837, 112, 848]
